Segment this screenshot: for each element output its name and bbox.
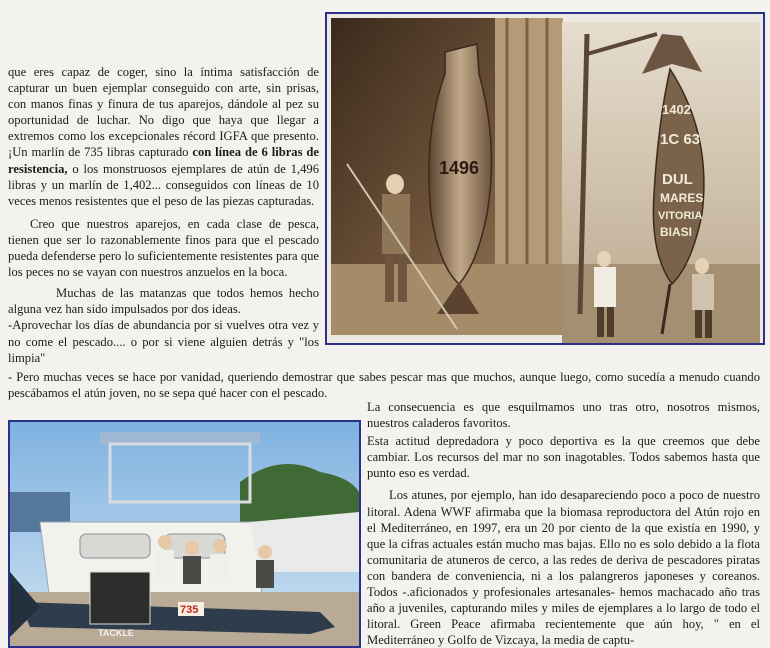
weight-tag-text: 735: [180, 604, 199, 616]
marlin-tag-1: 1402: [662, 102, 691, 117]
paragraph-2: Creo que nuestros aparejos, en cada clase de pesca, tienen que ser lo razonablemente finos para que el pescado pueda defenderse pero lo suficientemente resistentes para que los peces no se vayan con nuestros anzuelos en la boca.: [8, 216, 319, 280]
tuna-weight-text: 1496: [439, 158, 480, 178]
paragraph-7: Esta actitud depredadora y poco deportiva es la que creemos que debe cambiar. Los recursos del mar no son inagotables. Todos sabemos hasta que punto eso es verdad.: [367, 434, 760, 481]
photo-record-catches: [325, 12, 765, 345]
paragraph-1: que eres capaz de coger, sino la íntima satisfacción de capturar un buen ejemplar conseguido con arte, sin prisas, con manos finas y finura de tus aparejos, dándole al pez su oportunidad de luchar. No digo que haya que llegar a extremos como los excepcionales récord IGFA que presento. ¡Un marlín de 735 libras capturado con línea de 6 libras de resistencia, o los monstruosos ejemplares de atún de 1,496 libras y un marlín de 1,402... conseguidos con líneas de 10 veces menos resistentes que el peso de las piezas capturadas.: [8, 65, 320, 208]
marlin-word-1: DUL: [662, 171, 693, 188]
boat-scene: [10, 422, 359, 646]
article-wide-paragraph: [8, 369, 760, 401]
article-column-bottom: [367, 399, 760, 648]
paragraph-6: La consecuencia es que esquilmamos uno tras otro, nosotros mismos, nuestros caladeros favoritos.: [367, 400, 760, 431]
tackle-board-label: TACKLE: [98, 628, 134, 638]
photo-boat-marlin: [8, 420, 361, 648]
paragraph-4: -Aprovechar los días de abundancia por si vuelves otra vez y no come el pescado.... o por si viene alguien detrás y "los limpia": [8, 318, 319, 365]
article-column-top: [8, 64, 319, 366]
marlin-tag-2: 1C 63: [660, 131, 701, 148]
marlin-word-4: BIASI: [660, 225, 693, 239]
photo-giant-tuna: [327, 14, 567, 339]
marlin-word-2: MARES: [660, 191, 704, 205]
marlin-word-3: VITORIA: [658, 210, 703, 222]
bold-highlight: con línea de 6 libras de resistencia,: [8, 145, 320, 176]
paragraph-8: Los atunes, por ejemplo, han ido desapareciendo poco a poco de nuestro litoral. Adena WWF afirmaba que la biomasa reproductora del Atún rojo en el Mediterráneo, en 1997, era un 20 por ciento de la que existía en 1990, y que la cifras actuales están mucho mas bajas. Ello no es solo debido a la flota comunitaria de atuneros de cerco, a las redes de deriva de pescadores piratas con bandera de conveniencia, ni a los palangreros japoneses y coreanos. Todos -.aficionados y profesionales artesanales- hemos machacado año tras año a juveniles, capturando miles y miles de ejemplares a lo largo de todo el litoral. Green Peace afirmaba recientemente que aún hoy, " en el Mediterráneo y Golfo de Vizcaya, la media de captu-: [367, 488, 760, 648]
paragraph-5: - Pero muchas veces se hace por vanidad, queriendo demostrar que sabes pescar mas que muchos, aunque luego, como sucedía a menudo cuando pescábamos el atún joven, no se sepa qué hacer con el pescado.: [8, 370, 760, 401]
photo-marlin: [562, 14, 760, 343]
paragraph-3: Muchas de las matanzas que todos hemos hecho alguna vez han sido impulsados por dos ideas.: [8, 286, 319, 317]
